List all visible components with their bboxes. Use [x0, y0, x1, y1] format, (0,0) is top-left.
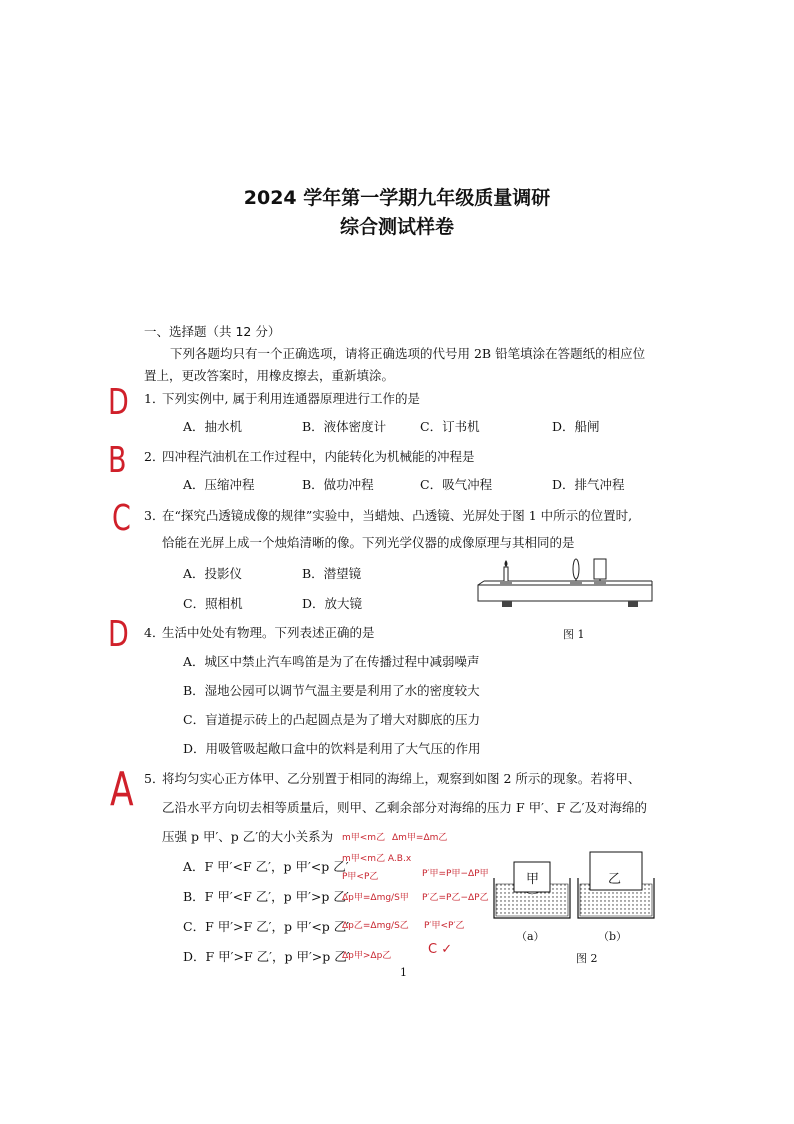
- note-mass-compare: m甲<m乙: [342, 833, 386, 843]
- handwritten-answer-q1: D: [108, 382, 129, 423]
- note-delta-p-jia: Δp甲=Δmg/S甲: [342, 893, 409, 903]
- handwritten-answer-q2: B: [108, 440, 127, 481]
- note-p-yi-prime: P′乙=P乙−ΔP乙: [422, 893, 489, 903]
- q3-option-b: B．潜望镜: [302, 566, 362, 581]
- q4-text: 生活中处处有物理。下列表述正确的是: [162, 625, 375, 640]
- figure-2-sponges: [492, 852, 658, 922]
- handwritten-answer-q4: D: [108, 614, 129, 655]
- figure-2-caption: 图 2: [576, 952, 598, 965]
- figure-1-caption: 图 1: [563, 628, 585, 641]
- q2-option-a: A．压缩冲程: [183, 477, 255, 492]
- instructions-line1: 下列各题均只有一个正确选项，请将正确选项的代号用 2B 铅笔填涂在答题纸的相应位: [170, 346, 646, 361]
- note-prime-compare: P′甲<P′乙: [424, 921, 465, 931]
- block-jia-label: 甲: [526, 872, 540, 887]
- q3-option-a: A．投影仪: [183, 566, 243, 581]
- q1-option-b: B．液体密度计: [302, 419, 387, 434]
- exam-subtitle: 综合测试样卷: [339, 216, 454, 238]
- handwritten-answer-q5: A: [110, 762, 134, 816]
- note-answer-check: C ✓: [428, 942, 453, 957]
- q4-option-c: C．盲道提示砖上的凸起圆点是为了增大对脚底的压力: [183, 712, 481, 727]
- figure-2b-caption: （b）: [598, 930, 628, 943]
- note-delta-mass: Δm甲=Δm乙: [392, 833, 448, 843]
- note-delta-p-compare: Δp甲>Δp乙: [342, 951, 392, 961]
- q5-text-line3: 压强 p 甲′、p 乙′的大小关系为: [162, 829, 334, 844]
- q2-number: 2．: [144, 449, 165, 464]
- note-pressure-compare: P甲<P乙: [342, 872, 379, 882]
- handwritten-answer-q3: C: [112, 498, 131, 539]
- q3-text-line2: 恰能在光屏上成一个烛焰清晰的像。下列光学仪器的成像原理与其相同的是: [162, 535, 575, 550]
- q5-option-d: D．F 甲′>F 乙′，p 甲′>p 乙′: [183, 949, 350, 964]
- q5-text: 将均匀实心正方体甲、乙分别置于相同的海绵上，观察到如图 2 所示的现象。若将甲、: [162, 771, 641, 786]
- q1-number: 1．: [144, 391, 165, 406]
- q5-option-a: A．F 甲′<F 乙′，p 甲′<p 乙′: [183, 859, 349, 874]
- q4-number: 4．: [144, 625, 165, 640]
- note-p-jia-prime: P′甲=P甲−ΔP甲: [422, 869, 489, 879]
- q2-text: 四冲程汽油机在工作过程中，内能转化为机械能的冲程是: [162, 449, 475, 464]
- q1-option-c: C．订书机: [420, 419, 480, 434]
- q2-option-c: C．吸气冲程: [420, 477, 493, 492]
- q1-option-a: A．抽水机: [183, 419, 243, 434]
- q4-option-a: A．城区中禁止汽车鸣笛是为了在传播过程中减弱噪声: [183, 654, 480, 669]
- block-yi-label: 乙: [608, 872, 622, 887]
- exam-title: 2024 学年第一学期九年级质量调研: [243, 187, 551, 209]
- q3-option-d: D．放大镜: [302, 596, 363, 611]
- q1-option-d: D．船闸: [552, 419, 600, 434]
- q2-option-d: D．排气冲程: [552, 477, 625, 492]
- q4-option-b: B．湿地公园可以调节气温主要是利用了水的密度较大: [183, 683, 480, 698]
- q5-text-line2: 乙沿水平方向切去相等质量后，则甲、乙剩余部分对海绵的压力 F 甲′、F 乙′及对海绵的: [162, 800, 647, 815]
- q2-option-b: B．做功冲程: [302, 477, 374, 492]
- q5-option-b: B．F 甲′<F 乙′，p 甲′>p 乙′: [183, 889, 349, 904]
- q5-number: 5．: [144, 771, 165, 786]
- q3-option-c: C．照相机: [183, 596, 243, 611]
- q1-text: 下列实例中, 属于利用连通器原理进行工作的是: [162, 391, 420, 406]
- section-heading: 一、选择题（共 12 分）: [144, 324, 281, 339]
- figure-1-optical-bench: [476, 557, 656, 617]
- instructions-line2: 置上，更改答案时，用橡皮擦去，重新填涂。: [144, 368, 395, 383]
- figure-2a-caption: （a）: [516, 930, 545, 943]
- q3-number: 3．: [144, 508, 165, 523]
- note-delta-p-yi: Δp乙=Δmg/S乙: [342, 921, 409, 931]
- note-mass-ab: m甲<m乙 A.B.x: [342, 854, 412, 864]
- q4-option-d: D．用吸管吸起敞口盒中的饮料是利用了大气压的作用: [183, 741, 481, 756]
- q5-option-c: C．F 甲′>F 乙′，p 甲′<p 乙′: [183, 919, 350, 934]
- page-number: 1: [400, 966, 407, 979]
- q3-text: 在“探究凸透镜成像的规律”实验中，当蜡烛、凸透镜、光屏处于图 1 中所示的位置时,: [162, 508, 633, 523]
